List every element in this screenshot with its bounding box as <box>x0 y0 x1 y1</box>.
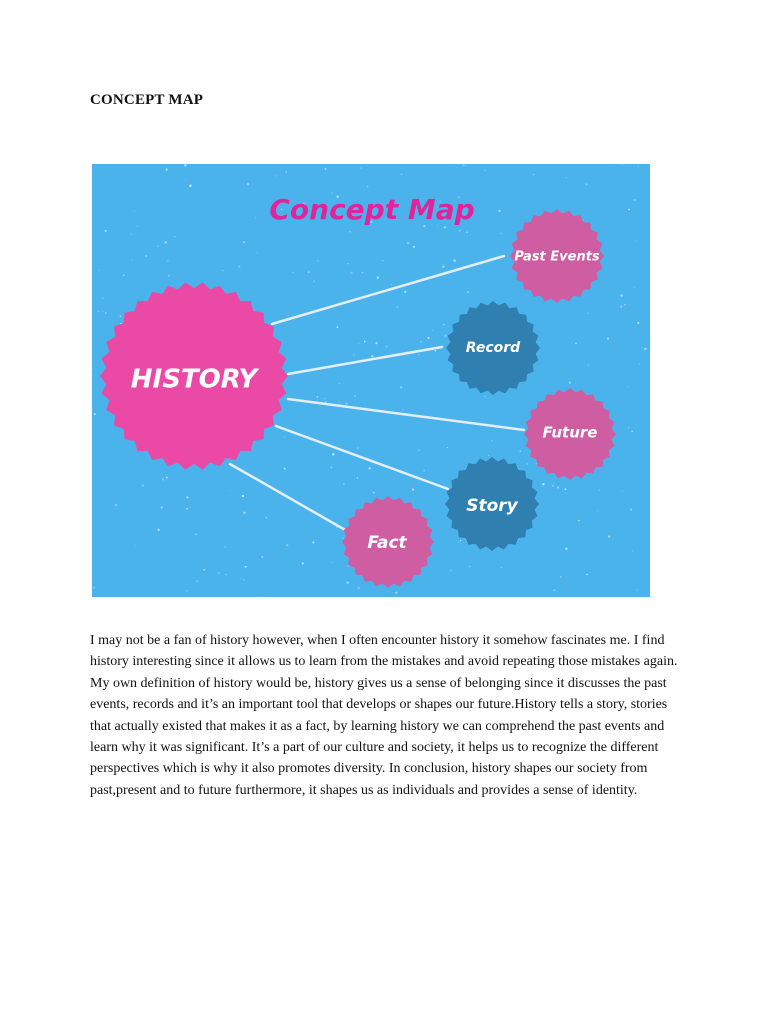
story-label: Story <box>466 496 518 516</box>
speckle-dot <box>308 271 309 272</box>
speckle-dot <box>276 175 277 176</box>
speckle-dot <box>459 230 461 232</box>
speckle-dot <box>597 510 598 511</box>
record-label: Record <box>465 340 521 356</box>
speckle-dot <box>353 354 354 355</box>
speckle-dot <box>331 562 332 563</box>
speckle-dot <box>607 338 609 340</box>
speckle-dot <box>432 330 433 331</box>
speckle-dot <box>624 304 626 306</box>
speckle-dot <box>332 453 335 456</box>
past-events-label: Past Events <box>514 249 600 265</box>
speckle-dot <box>324 398 325 399</box>
speckle-dot <box>635 240 636 241</box>
speckle-dot <box>632 550 633 551</box>
speckle-dot <box>377 277 379 279</box>
speckle-dot <box>639 364 640 365</box>
speckle-dot <box>427 337 429 339</box>
speckle-dot <box>115 504 118 507</box>
speckle-dot <box>638 166 639 167</box>
speckle-dot <box>404 291 406 293</box>
speckle-dot <box>165 241 167 243</box>
speckle-dot <box>557 486 559 488</box>
speckle-dot <box>520 450 522 452</box>
speckle-dot <box>465 165 466 166</box>
speckle-dot <box>265 517 267 519</box>
speckle-dot <box>621 164 622 165</box>
future-node <box>524 388 616 480</box>
speckle-dot <box>261 556 263 558</box>
speckle-dot <box>447 447 448 448</box>
future-label: Future <box>542 423 598 442</box>
speckle-dot <box>443 324 444 325</box>
speckle-dot <box>644 348 647 351</box>
concept-map-figure <box>92 164 650 597</box>
speckle-dot <box>371 355 373 357</box>
speckle-dot <box>142 485 144 487</box>
page-heading: CONCEPT MAP <box>90 92 204 108</box>
speckle-dot <box>94 413 96 415</box>
speckle-dot <box>586 574 587 575</box>
speckle-dot <box>627 386 628 387</box>
speckle-dot <box>166 168 168 170</box>
speckle-dot <box>314 287 315 288</box>
speckle-dot <box>395 592 397 594</box>
speckle-dot <box>364 341 366 343</box>
speckle-dot <box>286 171 287 172</box>
speckle-dot <box>167 260 169 262</box>
speckle-dot <box>485 396 486 397</box>
speckle-dot <box>462 164 464 166</box>
speckle-dot <box>466 232 468 234</box>
speckle-dot <box>553 589 555 591</box>
speckle-dot <box>575 343 577 345</box>
speckle-dot <box>131 259 132 260</box>
concept-map-canvas <box>92 164 650 597</box>
speckle-dot <box>196 581 197 582</box>
speckle-dot <box>186 496 188 498</box>
speckle-dot <box>195 534 197 536</box>
speckle-dot <box>622 491 623 492</box>
speckle-dot <box>369 467 371 469</box>
speckle-dot <box>292 272 293 273</box>
speckle-dot <box>317 396 318 397</box>
speckle-dot <box>552 485 554 487</box>
speckle-dot <box>157 529 159 531</box>
speckle-dot <box>137 226 138 227</box>
speckle-dot <box>633 199 635 201</box>
speckle-dot <box>174 236 175 237</box>
speckle-dot <box>325 168 327 170</box>
speckle-dot <box>242 495 244 497</box>
speckle-dot <box>373 492 375 494</box>
speckle-dot <box>453 259 456 262</box>
speckle-dot <box>496 302 497 303</box>
speckle-dot <box>637 589 638 590</box>
speckle-dot <box>451 570 452 571</box>
history-label: HISTORY <box>130 364 258 395</box>
speckle-dot <box>357 447 359 449</box>
speckle-dot <box>347 582 349 584</box>
speckle-dot <box>243 512 245 514</box>
speckle-dot <box>418 355 419 356</box>
speckle-dot <box>527 464 528 465</box>
speckle-dot <box>401 174 402 175</box>
speckle-dot <box>358 343 359 344</box>
speckle-dot <box>599 490 600 491</box>
past-events-node <box>510 209 604 303</box>
speckle-dot <box>460 540 461 541</box>
speckle-dot <box>345 402 347 404</box>
speckle-dot <box>226 574 227 575</box>
record-node <box>446 301 540 395</box>
speckle-dot <box>243 579 245 581</box>
speckle-dot <box>375 342 377 344</box>
speckle-dot <box>105 312 107 314</box>
speckle-dot <box>542 483 544 485</box>
speckle-dot <box>339 383 340 384</box>
speckle-dot <box>457 167 458 168</box>
speckle-dot <box>630 509 632 511</box>
speckle-dot <box>189 184 192 187</box>
speckle-dot <box>423 470 425 472</box>
speckle-dot <box>533 174 535 176</box>
speckle-dot <box>620 306 622 308</box>
speckle-dot <box>536 463 537 464</box>
speckle-dot <box>383 260 384 261</box>
speckle-dot <box>583 220 584 221</box>
speckle-dot <box>105 230 107 232</box>
speckle-dot <box>354 395 356 397</box>
speckle-dot <box>488 455 489 456</box>
speckle-dot <box>485 170 486 171</box>
speckle-dot <box>578 520 579 521</box>
speckle-dot <box>284 468 286 470</box>
speckle-dot <box>365 406 366 407</box>
speckle-dot <box>588 365 589 366</box>
speckle-dot <box>123 274 125 276</box>
essay-paragraph: I may not be a fan of history however, when I often encounter history it somehow fascinates me. I find history interesting since it allows us to learn from the mistakes and avoid repeating those mistakes again. My own definition of history would be, history gives us a sense of belonging since it discusses the past events, records and it’s an important tool that develops or shapes our future.History tells a story, stories that actually existed that makes it as a fact, by learning history we can comprehend the past events and learn why it was significant. It’s a part of our culture and society, it helps us to recognize the different perspectives which is why it also promotes diversity. In conclusion, history shapes our society from past,present and to future furthermore, it shapes us as individuals and provides a sense of identity. <box>90 633 678 798</box>
speckle-dot <box>418 449 420 451</box>
speckle-dot <box>186 508 188 510</box>
speckle-dot <box>255 217 256 218</box>
speckle-dot <box>203 569 205 571</box>
speckle-dot <box>93 587 95 589</box>
speckle-dot <box>628 209 630 211</box>
speckle-dot <box>402 409 403 410</box>
speckle-dot <box>442 266 444 268</box>
speckle-dot <box>397 307 398 308</box>
speckle-dot <box>361 167 362 168</box>
speckle-dot <box>500 233 501 234</box>
speckle-dot <box>161 506 163 508</box>
speckle-dot <box>413 246 415 248</box>
speckle-dot <box>336 326 338 328</box>
essay-body <box>90 630 684 801</box>
speckle-dot <box>400 386 402 388</box>
speckle-dot <box>102 311 103 312</box>
speckle-dot <box>145 255 147 257</box>
speckle-dot <box>467 291 469 293</box>
speckle-dot <box>444 334 446 336</box>
speckle-dot <box>302 562 304 564</box>
speckle-dot <box>158 246 159 247</box>
speckle-dot <box>634 287 635 288</box>
speckle-dot <box>131 233 132 234</box>
speckle-dot <box>621 294 623 296</box>
speckle-dot <box>218 572 219 573</box>
speckle-dot <box>586 183 588 185</box>
speckle-dot <box>99 270 100 271</box>
speckle-dot <box>186 180 187 181</box>
speckle-dot <box>339 401 340 402</box>
speckle-dot <box>97 310 99 312</box>
speckle-dot <box>184 164 186 166</box>
speckle-dot <box>238 265 240 267</box>
speckle-dot <box>407 242 409 244</box>
speckle-dot <box>288 315 289 316</box>
speckle-dot <box>342 537 344 539</box>
speckle-dot <box>317 260 319 262</box>
speckle-dot <box>367 186 368 187</box>
map-title: Concept Map <box>269 193 475 226</box>
speckle-dot <box>350 272 352 274</box>
fact-node <box>342 496 434 588</box>
speckle-dot <box>247 183 249 185</box>
speckle-dot <box>362 272 364 274</box>
speckle-dot <box>313 280 315 282</box>
speckle-dot <box>256 596 257 597</box>
speckle-dot <box>186 590 188 592</box>
speckle-dot <box>222 270 223 271</box>
speckle-dot <box>587 313 588 314</box>
speckle-dot <box>348 263 349 264</box>
speckle-dot <box>444 226 446 228</box>
speckle-dot <box>434 350 436 352</box>
speckle-dot <box>349 231 351 233</box>
speckle-dot <box>102 297 104 299</box>
speckle-dot <box>256 253 257 254</box>
speckle-dot <box>469 566 470 567</box>
speckle-dot <box>284 437 285 438</box>
speckle-dot <box>134 211 135 212</box>
speckle-dot <box>501 567 502 568</box>
speckle-dot <box>229 490 230 491</box>
speckle-dot <box>312 542 314 544</box>
speckle-dot <box>560 576 562 578</box>
speckle-dot <box>458 542 459 543</box>
speckle-dot <box>499 210 501 212</box>
speckle-dot <box>566 177 567 178</box>
speckle-dot <box>330 466 332 468</box>
speckle-dot <box>166 477 168 479</box>
speckle-dot <box>386 346 387 347</box>
speckle-dot <box>391 284 392 285</box>
speckle-dot <box>135 545 136 546</box>
speckle-dot <box>162 478 164 480</box>
speckle-dot <box>420 341 421 342</box>
speckle-dot <box>412 488 414 490</box>
speckle-dot <box>637 322 639 324</box>
speckle-dot <box>631 431 633 433</box>
story-node <box>445 457 539 551</box>
speckle-dot <box>120 316 121 317</box>
speckle-dot <box>628 427 629 428</box>
speckle-dot <box>565 548 567 550</box>
speckle-dot <box>357 587 359 589</box>
speckle-dot <box>357 477 358 478</box>
speckle-dot <box>245 566 247 568</box>
speckle-dot <box>539 342 540 343</box>
speckle-dot <box>491 440 492 441</box>
speckle-dot <box>286 544 288 546</box>
fact-label: Fact <box>367 533 407 553</box>
speckle-dot <box>343 483 344 484</box>
speckle-dot <box>224 546 226 548</box>
speckle-dot <box>243 241 245 243</box>
speckle-dot <box>569 382 571 384</box>
speckle-dot <box>168 275 170 277</box>
speckle-dot <box>608 536 610 538</box>
speckle-dot <box>240 578 241 579</box>
speckle-dot <box>564 488 566 490</box>
